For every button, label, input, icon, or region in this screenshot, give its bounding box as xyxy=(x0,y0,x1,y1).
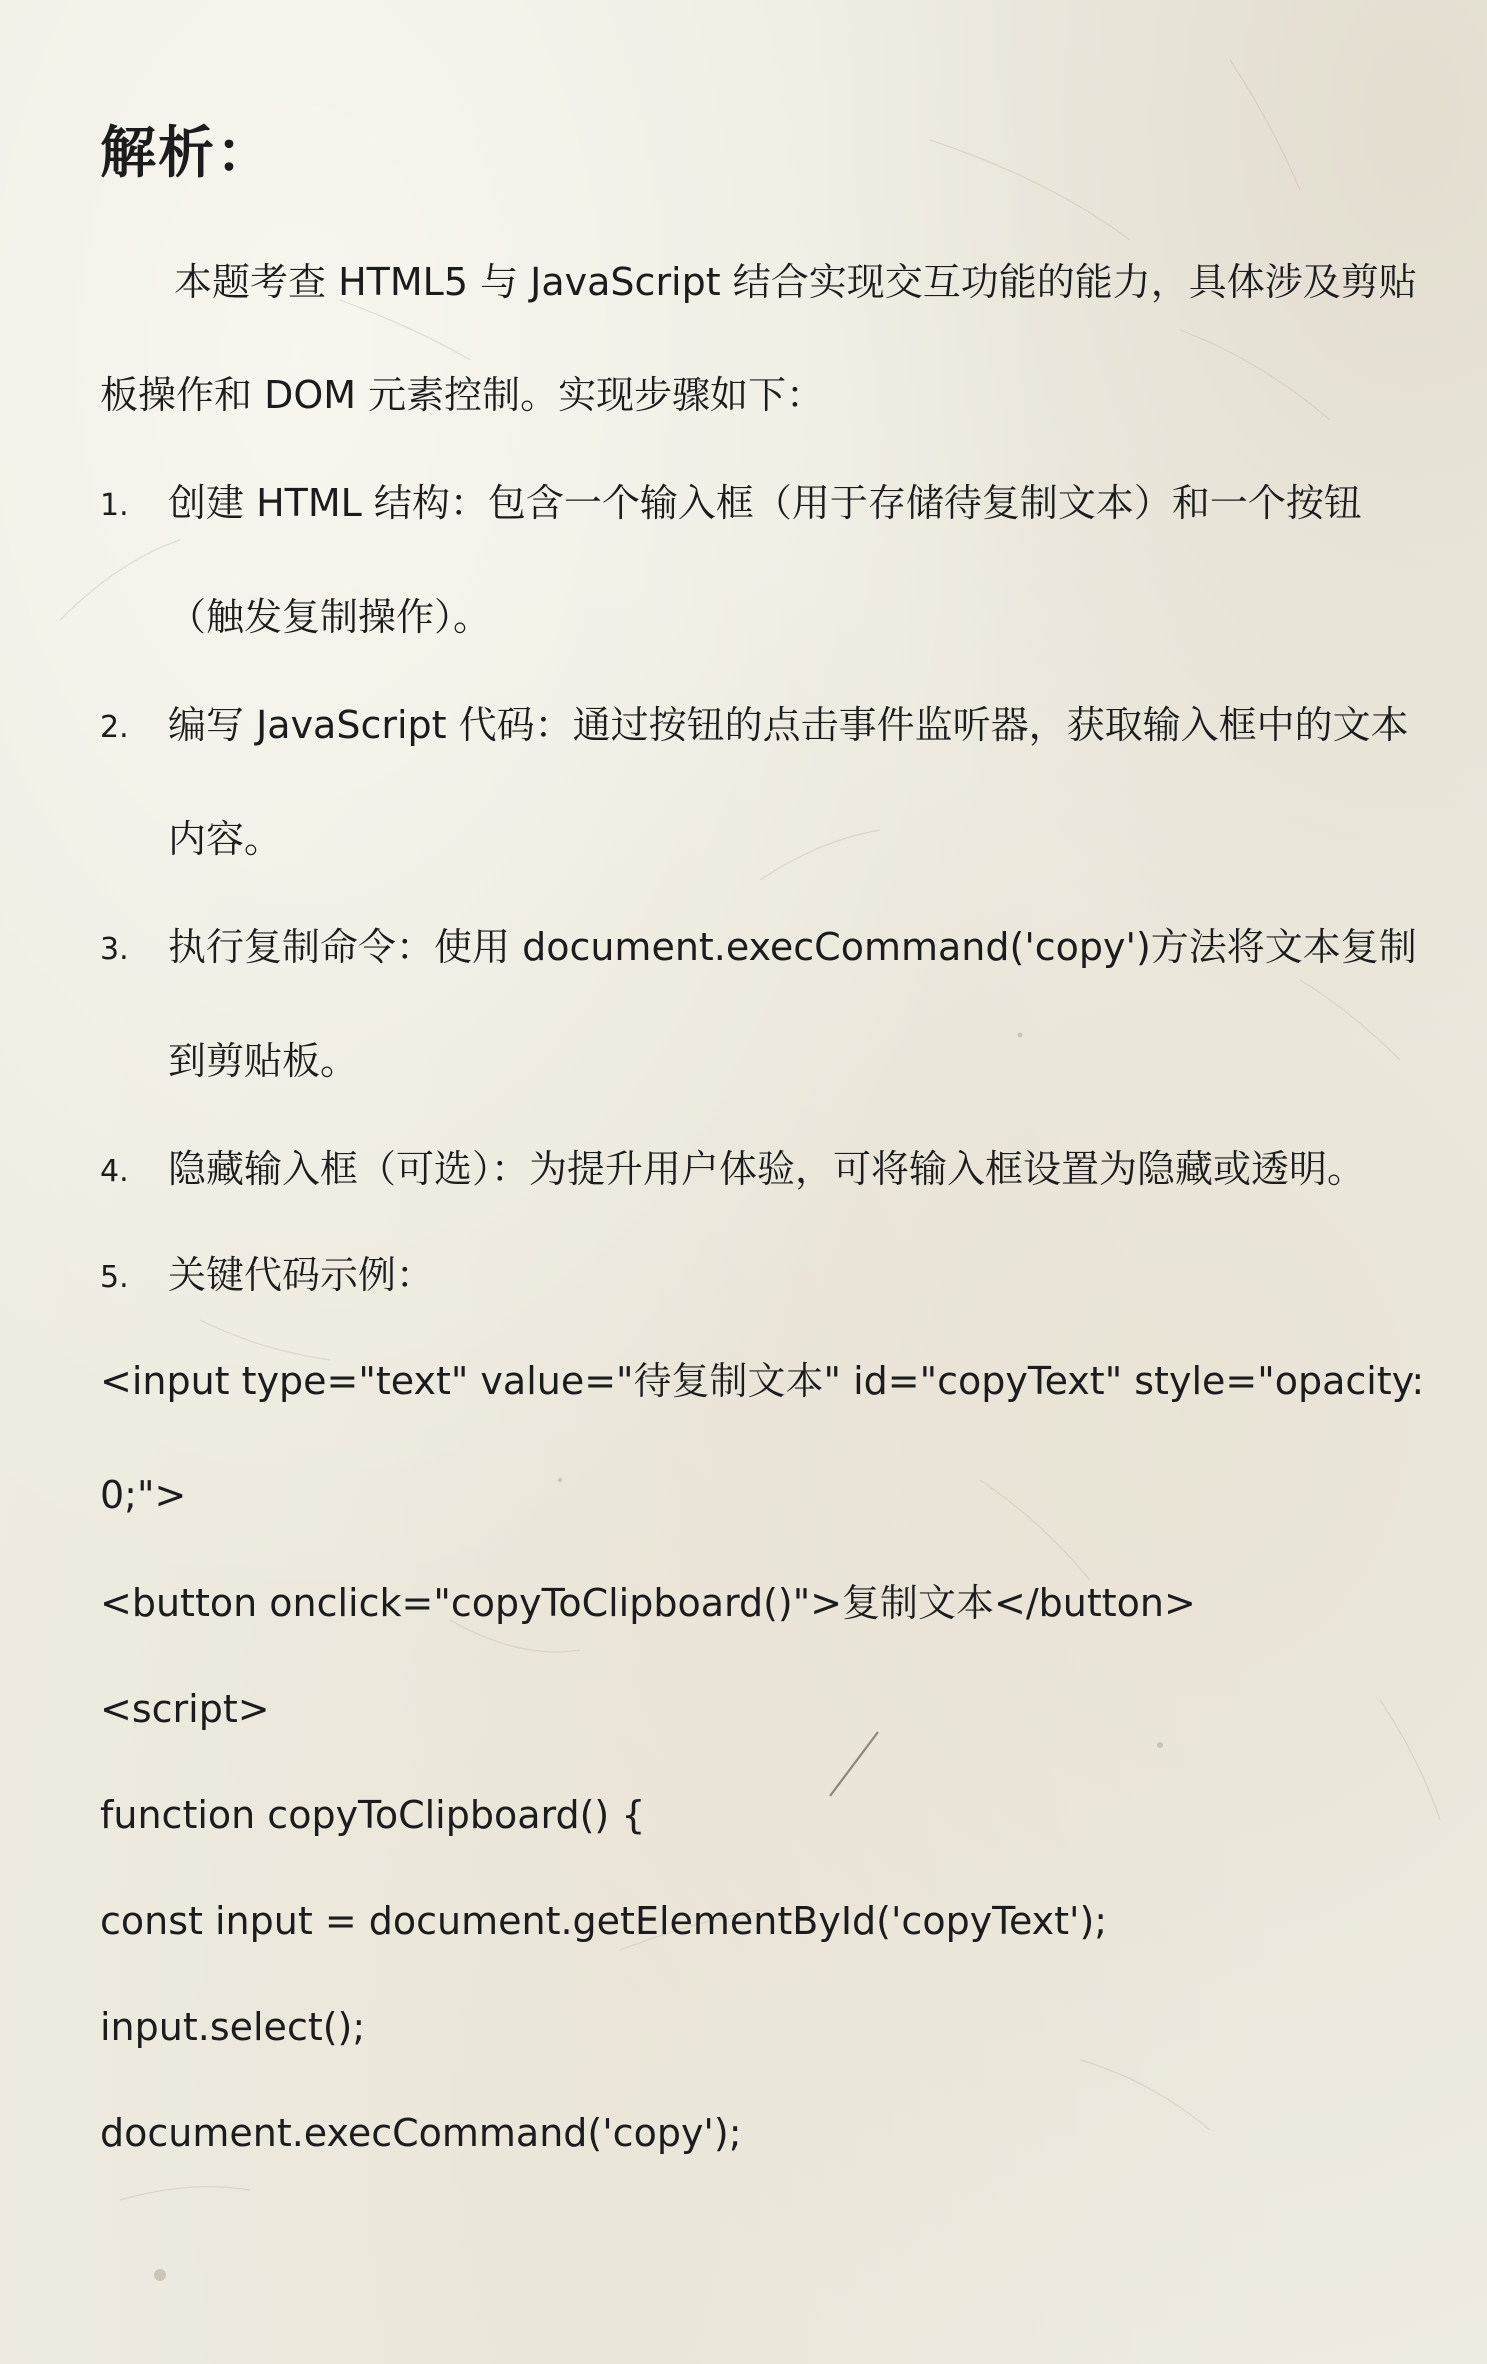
step-number: 2. xyxy=(100,710,129,745)
intro-line-1: 本题考查 HTML5 与 JavaScript 结合实现交互功能的能力，具体涉及剪贴 xyxy=(174,260,1417,304)
code-line: <button onclick="copyToClipboard()">复制文本</button> xyxy=(100,1581,1196,1625)
step-text-line-2: 内容。 xyxy=(168,817,283,861)
step-text-line-2: 到剪贴板。 xyxy=(168,1039,359,1083)
step-text-line-1: 创建 HTML 结构：包含一个输入框（用于存储待复制文本）和一个按钮 xyxy=(168,481,1362,525)
step-text-line-1: 隐藏输入框（可选）：为提升用户体验，可将输入框设置为隐藏或透明。 xyxy=(168,1147,1366,1191)
step-text-line-1: 关键代码示例： xyxy=(168,1253,435,1297)
step-text-line-1: 执行复制命令：使用 document.execCommand('copy')方法将文本复制 xyxy=(168,925,1417,969)
step-text-line-2: （触发复制操作）。 xyxy=(168,595,492,639)
code-line: input.select(); xyxy=(100,2005,366,2049)
code-line: const input = document.getElementById('copyText'); xyxy=(100,1899,1108,1943)
step-number: 3. xyxy=(100,932,129,967)
code-line: <script> xyxy=(100,1687,270,1731)
intro-line-2: 板操作和 DOM 元素控制。实现步骤如下： xyxy=(100,373,825,417)
code-line: document.execCommand('copy'); xyxy=(100,2111,742,2155)
step-number: 5. xyxy=(100,1260,129,1295)
step-number: 1. xyxy=(100,488,129,523)
analysis-title: 解析： xyxy=(100,121,274,186)
step-text-line-1: 编写 JavaScript 代码：通过按钮的点击事件监听器，获取输入框中的文本 xyxy=(168,703,1409,747)
code-line: 0;"> xyxy=(100,1473,187,1517)
code-line: function copyToClipboard() { xyxy=(100,1793,646,1837)
step-number: 4. xyxy=(100,1154,129,1189)
code-line: <input type="text" value="待复制文本" id="copyText" style="opacity: xyxy=(100,1359,1425,1403)
